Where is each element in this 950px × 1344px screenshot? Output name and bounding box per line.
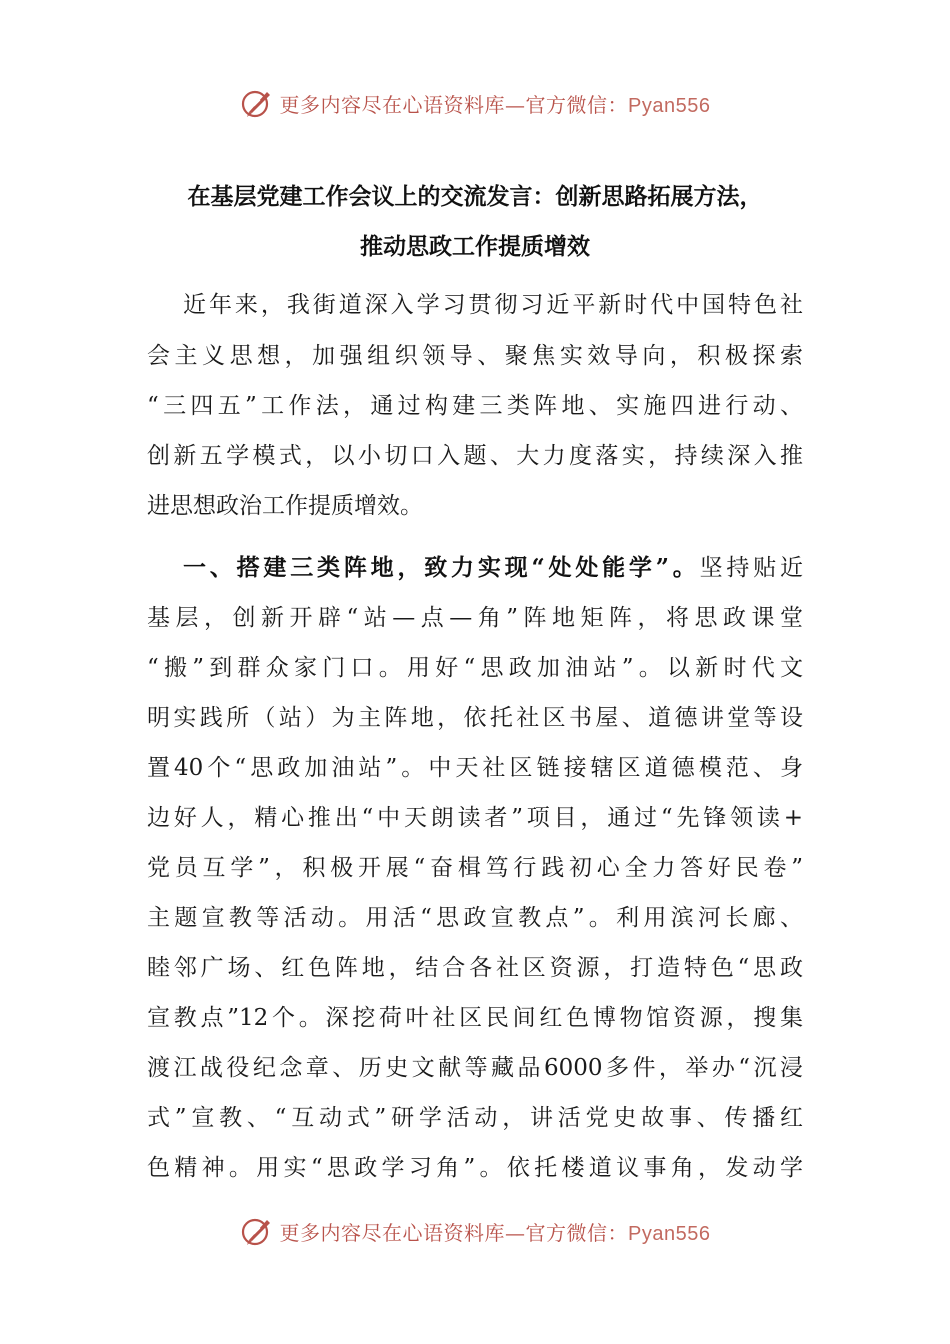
wechat-id: Pyan556 [628,1222,711,1245]
banner-text: 更多内容尽在心语资料库—官方微信：Pyan556 [279,1220,711,1245]
intro-line: 创新五学模式，以小切口入题、大力度落实，持续深入推 [147,443,803,469]
quill-circle-logo-icon [240,86,274,120]
intro-line: “三四五”工作法，通过构建三类阵地、实施四进行动、 [147,393,803,419]
banner-text: 更多内容尽在心语资料库—官方微信：Pyan556 [279,92,711,117]
section-1-line: 渡江战役纪念章、历史文献等藏品6000多件，举办“沉浸 [147,1055,803,1081]
section-1-first-line [183,553,803,583]
section-1-line: 式”宣教、“互动式”研学活动，讲活党史故事、传播红 [147,1105,803,1131]
section-1-line: 置40个“思政加油站”。中天社区链接辖区道德模范、身 [147,755,803,781]
header-banner [0,78,950,128]
section-1-line: 基层，创新开辟“站—点—角”阵地矩阵，将思政课堂 [147,605,803,631]
intro-line: 进思想政治工作提质增效。 [147,493,423,519]
page-title-line-1: 在基层党建工作会议上的交流发言：创新思路拓展方法， [187,183,763,210]
section-1-line: 主题宣教等活动。用活“思政宣教点”。利用滨河长廊、 [147,905,803,931]
page-title-line-2: 推动思政工作提质增效 [360,233,590,260]
section-1-line: 边好人，精心推出“中天朗读者”项目，通过“先锋领读+ [147,805,803,831]
intro-line: 会主义思想，加强组织领导、聚焦实效导向，积极探索 [147,343,803,369]
section-1-line: 党员互学”，积极开展“奋楫笃行践初心全力答好民卷” [147,855,803,881]
section-1-line: “搬”到群众家门口。用好“思政加油站”。以新时代文 [147,655,803,681]
section-1-heading: 一、搭建三类阵地，致力实现“处处能学”。 [183,554,700,581]
section-1-line: 明实践所（站）为主阵地，依托社区书屋、道德讲堂等设 [147,705,803,731]
footer-banner [0,1206,950,1256]
wechat-id: Pyan556 [628,94,711,117]
section-1-line: 宣教点”12个。深挖荷叶社区民间红色博物馆资源，搜集 [147,1005,803,1031]
intro-line: 近年来，我街道深入学习贯彻习近平新时代中国特色社 [183,292,803,318]
section-1-first-line-rest: 坚持贴近 [699,555,803,581]
quill-circle-logo-icon [240,1214,274,1248]
section-1-line: 色精神。用实“思政学习角”。依托楼道议事角，发动学 [147,1155,803,1181]
section-1-line: 睦邻广场、红色阵地，结合各社区资源，打造特色“思政 [147,955,803,981]
